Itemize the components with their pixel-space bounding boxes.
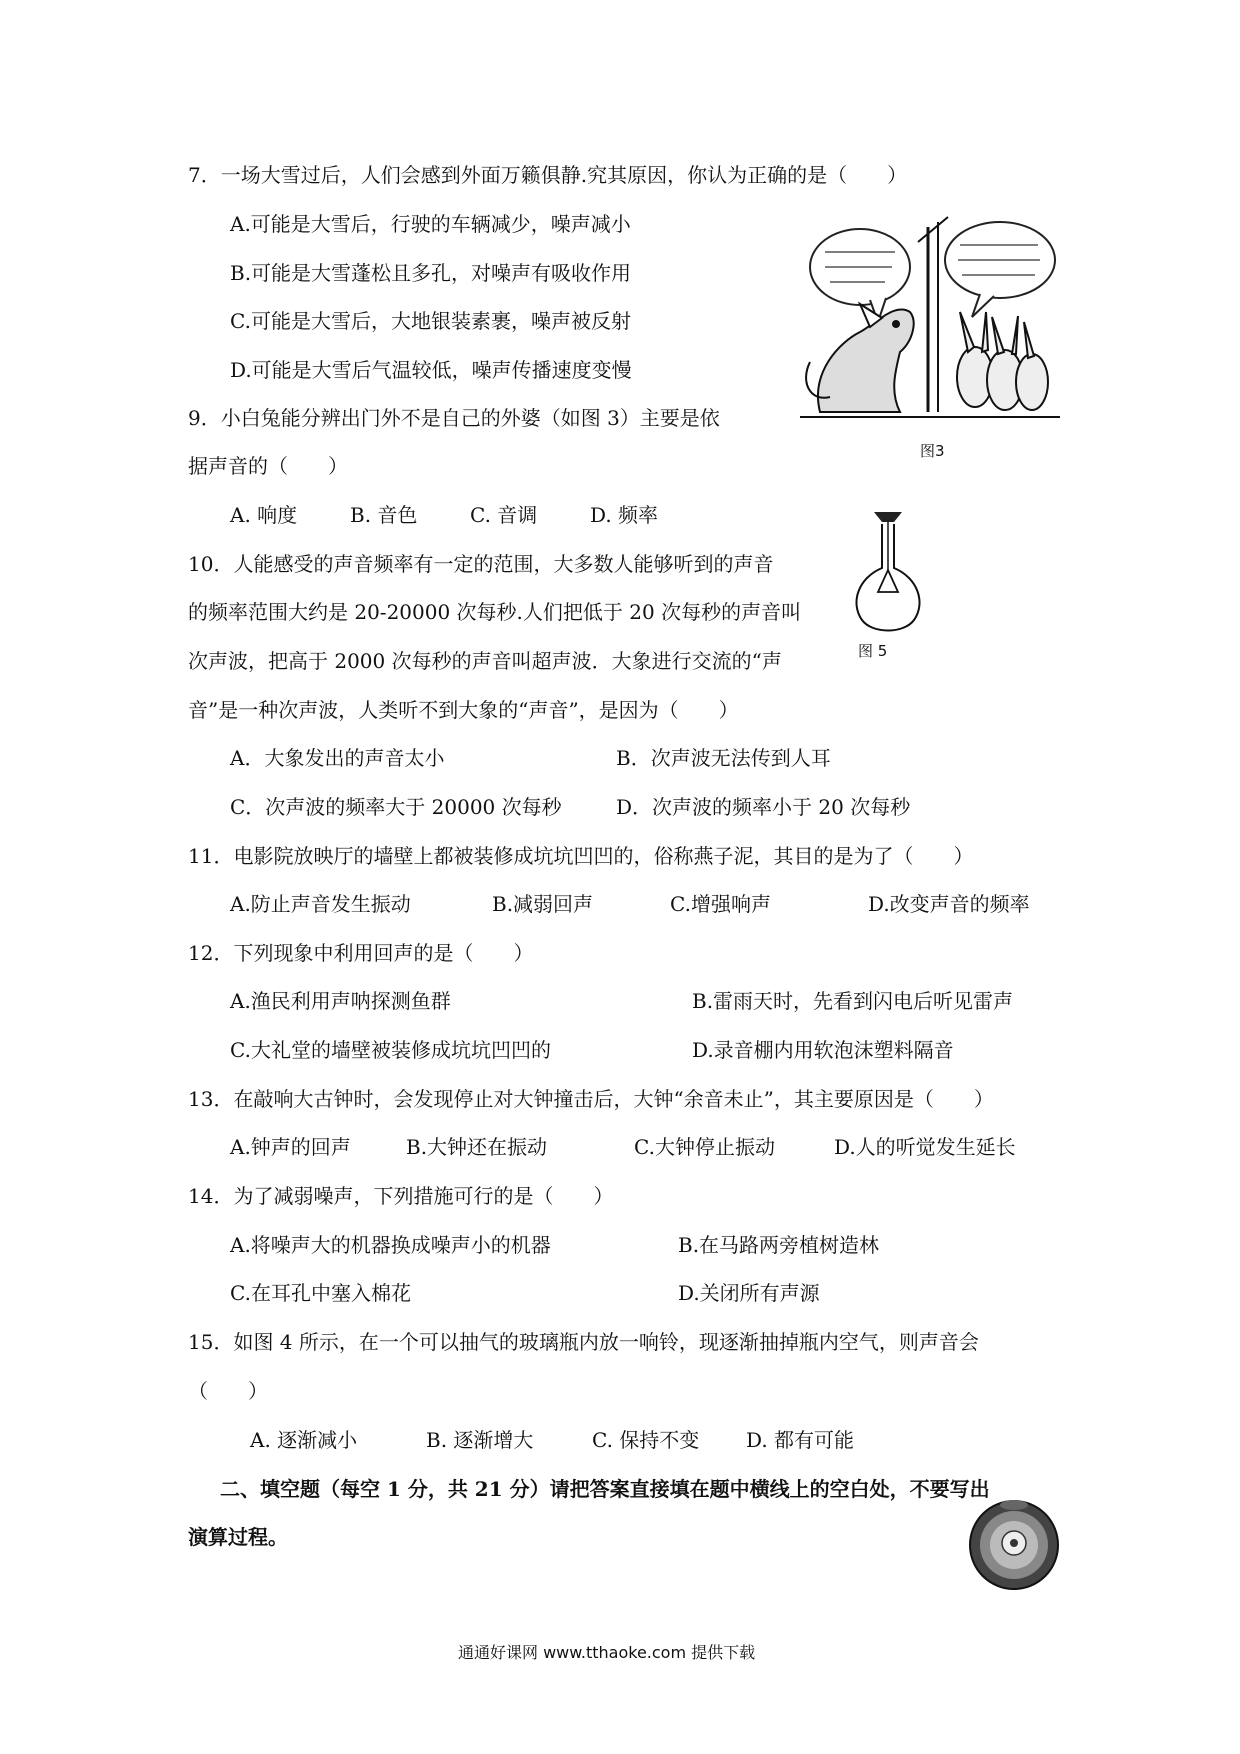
q15-option-c: C. 保持不变 <box>592 1428 700 1452</box>
q10-line3: 次声波，把高于 2000 次每秒的声音叫超声波．大象进行交流的“声 <box>188 649 782 673</box>
q7-option-c: C.可能是大雪后，大地银装素裹，噪声被反射 <box>230 309 631 333</box>
figure-5-caption: 图 5 <box>858 642 888 660</box>
figure-5-bell-flask <box>848 508 928 636</box>
q13-option-d: D.人的听觉发生延长 <box>834 1135 1016 1159</box>
speaker-image <box>966 1495 1062 1591</box>
q10-option-d: D．次声波的频率小于 20 次每秒 <box>616 795 911 819</box>
q15-stem-line2: （ ） <box>188 1379 268 1403</box>
q12-option-c: C.大礼堂的墙壁被装修成坑坑凹凹的 <box>230 1038 551 1062</box>
q12-stem: 12．下列现象中利用回声的是（ ） <box>188 941 534 965</box>
q10-line2: 的频率范围大约是 20-20000 次每秒.人们把低于 20 次每秒的声音叫 <box>188 600 802 624</box>
q15-stem-line1: 15．如图 4 所示，在一个可以抽气的玻璃瓶内放一响铃，现逐渐抽掉瓶内空气，则声音会 <box>188 1330 979 1354</box>
q7-option-a: A.可能是大雪后，行驶的车辆减少，噪声减小 <box>230 212 631 236</box>
figure-3-caption: 图3 <box>920 442 945 460</box>
q15-option-a: A. 逐渐减小 <box>250 1428 358 1452</box>
q11-option-c: C.增强响声 <box>670 892 771 916</box>
q7-option-d: D.可能是大雪后气温较低，噪声传播速度变慢 <box>230 358 632 382</box>
q13-option-c: C.大钟停止振动 <box>634 1135 775 1159</box>
q12-option-a: A.渔民利用声呐探测鱼群 <box>230 989 451 1013</box>
q13-stem: 13．在敲响大古钟时，会发现停止对大钟撞击后，大钟“余音未止”，其主要原因是（ ） <box>188 1087 994 1111</box>
q9-stem-line2: 据声音的（ ） <box>188 454 348 478</box>
q9-stem-line1: 9．小白兔能分辨出门外不是自己的外婆（如图 3）主要是依 <box>188 406 720 430</box>
figure-3-cartoon <box>800 212 1060 437</box>
q14-option-c: C.在耳孔中塞入棉花 <box>230 1281 411 1305</box>
q10-option-a: A．大象发出的声音太小 <box>230 746 445 770</box>
q9-option-a: A. 响度 <box>230 503 298 527</box>
q7-option-b: B.可能是大雪蓬松且多孔，对噪声有吸收作用 <box>230 261 632 285</box>
q10-line4: 音”是一种次声波，人类听不到大象的“声音”，是因为（ ） <box>188 698 739 722</box>
q12-option-d: D.录音棚内用软泡沫塑料隔音 <box>692 1038 954 1062</box>
q9-option-c: C. 音调 <box>470 503 538 527</box>
q11-stem: 11．电影院放映厅的墙壁上都被装修成坑坑凹凹的，俗称燕子泥，其目的是为了（ ） <box>188 844 974 868</box>
q10-option-b: B．次声波无法传到人耳 <box>616 746 831 770</box>
q15-option-d: D. 都有可能 <box>746 1428 855 1452</box>
section-2-heading-line2: 演算过程。 <box>188 1525 288 1549</box>
q14-stem: 14．为了减弱噪声，下列措施可行的是（ ） <box>188 1184 614 1208</box>
q11-option-d: D.改变声音的频率 <box>868 892 1030 916</box>
q11-option-a: A.防止声音发生振动 <box>230 892 411 916</box>
q10-option-c: C．次声波的频率大于 20000 次每秒 <box>230 795 562 819</box>
q10-line1: 10．人能感受的声音频率有一定的范围，大多数人能够听到的声音 <box>188 552 774 576</box>
q14-option-b: B.在马路两旁植树造林 <box>678 1233 880 1257</box>
q14-option-a: A.将噪声大的机器换成噪声小的机器 <box>230 1233 551 1257</box>
q15-option-b: B. 逐渐增大 <box>426 1428 534 1452</box>
q13-option-b: B.大钟还在振动 <box>406 1135 548 1159</box>
page-footer: 通通好课网 www.tthaoke.com 提供下载 <box>458 1643 756 1662</box>
q14-option-d: D.关闭所有声源 <box>678 1281 820 1305</box>
q7-stem: 7．一场大雪过后，人们会感到外面万籁俱静.究其原因，你认为正确的是（ ） <box>188 163 908 187</box>
q13-option-a: A.钟声的回声 <box>230 1135 351 1159</box>
q9-option-b: B. 音色 <box>350 503 418 527</box>
q9-option-d: D. 频率 <box>590 503 659 527</box>
section-2-heading-line1: 二、填空题（每空 1 分，共 21 分）请把答案直接填在题中横线上的空白处，不要写出 <box>220 1477 990 1501</box>
q11-option-b: B.减弱回声 <box>492 892 594 916</box>
q12-option-b: B.雷雨天时，先看到闪电后听见雷声 <box>692 989 1014 1013</box>
